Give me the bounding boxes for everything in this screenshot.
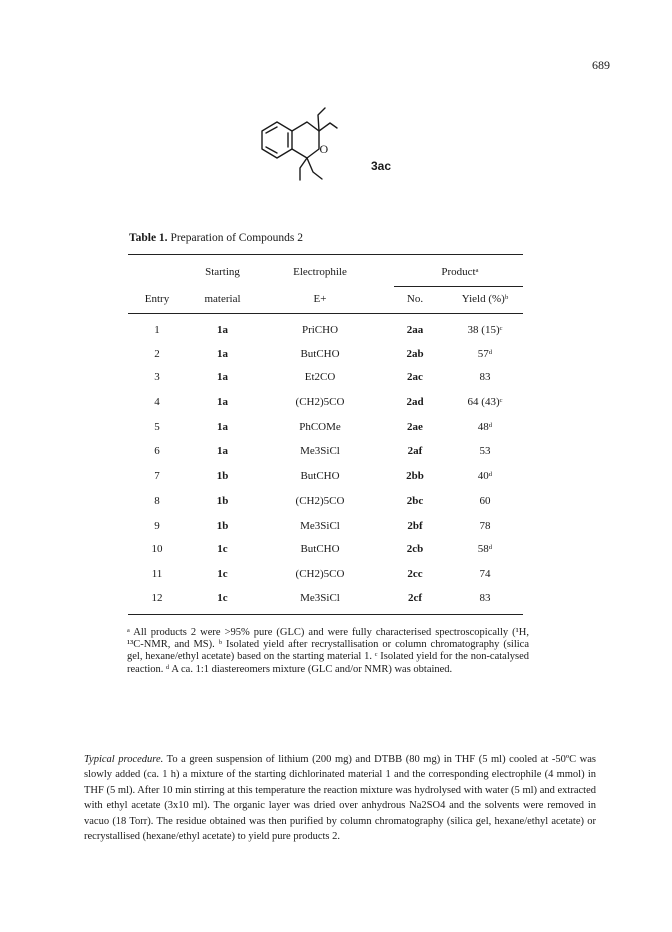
header-entry: Entry (144, 293, 170, 305)
header-electrophile-symbol: E+ (313, 293, 327, 305)
row-yield: 60 (479, 495, 491, 507)
table-header-rule (128, 313, 523, 314)
header-yield: Yield (%)ᵇ (461, 293, 509, 305)
row-product-no: 2cf (407, 592, 423, 604)
table-caption-label: Table 1. (129, 232, 168, 244)
row-electrophile: (CH2)5CO (295, 568, 345, 580)
header-electrophile: Electrophile (293, 266, 347, 278)
row-starting-material: 1a (217, 445, 228, 457)
row-product-no: 2af (407, 445, 423, 457)
row-product-no: 2cc (407, 568, 423, 580)
row-product-no: 2aa (406, 324, 424, 336)
row-starting-material: 1c (217, 543, 228, 555)
table-bottom-rule (128, 614, 523, 615)
table-caption (129, 232, 303, 244)
row-electrophile: PhCOMe (299, 421, 341, 433)
row-electrophile: ButCHO (300, 470, 340, 482)
procedure-heading: Typical procedure. (84, 754, 164, 765)
page-number: 689 (592, 58, 610, 72)
row-yield: 83 (479, 592, 491, 604)
header-starting: Starting (205, 266, 240, 278)
chemical-structure-3ac (250, 100, 400, 200)
row-product-no: 2ad (406, 396, 424, 408)
row-product-no: 2ab (406, 348, 424, 360)
row-electrophile: Me3SiCl (300, 445, 340, 457)
row-entry: 2 (154, 348, 160, 360)
product-header-rule (394, 286, 523, 287)
row-entry: 7 (154, 470, 160, 482)
row-starting-material: 1c (217, 592, 228, 604)
row-starting-material: 1b (216, 470, 229, 482)
row-entry: 6 (154, 445, 160, 457)
header-no: No. (406, 293, 424, 305)
row-electrophile: (CH2)5CO (295, 495, 345, 507)
row-electrophile: Me3SiCl (300, 592, 340, 604)
oxygen-atom-label: O (319, 142, 329, 156)
row-entry: 1 (154, 324, 160, 336)
row-starting-material: 1a (217, 348, 228, 360)
row-starting-material: 1a (217, 396, 228, 408)
row-starting-material: 1c (217, 568, 228, 580)
row-product-no: 2bb (406, 470, 424, 482)
row-entry: 3 (154, 371, 160, 383)
row-electrophile: PriCHO (301, 324, 339, 336)
row-starting-material: 1a (217, 421, 228, 433)
row-product-no: 2bf (407, 520, 423, 532)
row-product-no: 2bc (406, 495, 424, 507)
row-electrophile: Et2CO (304, 371, 336, 383)
header-material: material (204, 293, 241, 305)
row-product-no: 2cb (406, 543, 424, 555)
typical-procedure (84, 752, 596, 844)
row-yield: 40ᵈ (477, 470, 493, 482)
row-electrophile: ButCHO (300, 543, 340, 555)
row-entry: 9 (154, 520, 160, 532)
table-caption-text: Preparation of Compounds 2 (170, 232, 303, 244)
row-entry: 12 (151, 592, 163, 604)
row-yield: 83 (479, 371, 491, 383)
row-entry: 8 (154, 495, 160, 507)
header-product: Productᵃ (441, 266, 479, 278)
row-electrophile: ButCHO (300, 348, 340, 360)
row-starting-material: 1b (216, 520, 229, 532)
procedure-text: To a green suspension of lithium (200 mg) and DTBB (80 mg) in THF (5 ml) cooled at -50ºC was slowly added (ca. 1 h) a mixture of the starting dichlorinated material 1 and the corresponding electrophile (4 mmol) in THF (5 ml). After 10 min stirring at this temperature the reaction mixture was hydrolysed with water (5 ml) and extracted with ethyl acetate (3x10 ml). The organic layer was dried over anhydrous Na2SO4 and the solvents were removed in vacuo (18 Torr). The residue obtained was then purified by column chromatography (silica gel, hexane/ethyl acetate) or recrystallised (hexane/ethyl acetate) to yield pure products 2. (84, 754, 597, 843)
row-entry: 10 (151, 543, 163, 555)
row-yield: 53 (479, 445, 491, 457)
compound-label: 3ac (371, 159, 392, 173)
row-electrophile: (CH2)5CO (295, 396, 345, 408)
row-product-no: 2ac (407, 371, 423, 383)
row-yield: 78 (479, 520, 491, 532)
table-footnotes: ᵃ All products 2 were >95% pure (GLC) and were fully characterised spectroscopically (¹H, ¹³C-NMR, and MS). ᵇ Isolated yield after recrystallisation or column chromatography (silica gel, hexane/ethyl acetate) based on the starting material 1. ᶜ Isolated yield for the non-catalysed reaction. ᵈ A ca. 1:1 diastereomers mixture (GLC and/or NMR) was obtained. (127, 627, 529, 675)
row-starting-material: 1a (217, 324, 228, 336)
row-entry: 4 (154, 396, 160, 408)
row-yield: 74 (479, 568, 491, 580)
row-yield: 57ᵈ (477, 348, 493, 360)
row-yield: 58ᵈ (477, 543, 493, 555)
row-yield: 38 (15)ᶜ (467, 324, 503, 336)
row-entry: 11 (151, 568, 163, 580)
row-starting-material: 1a (217, 371, 228, 383)
row-yield: 48ᵈ (477, 421, 493, 433)
row-product-no: 2ae (407, 421, 423, 433)
row-yield: 64 (43)ᶜ (467, 396, 503, 408)
row-entry: 5 (154, 421, 160, 433)
table-top-rule (128, 254, 523, 255)
row-starting-material: 1b (216, 495, 229, 507)
row-electrophile: Me3SiCl (300, 520, 340, 532)
